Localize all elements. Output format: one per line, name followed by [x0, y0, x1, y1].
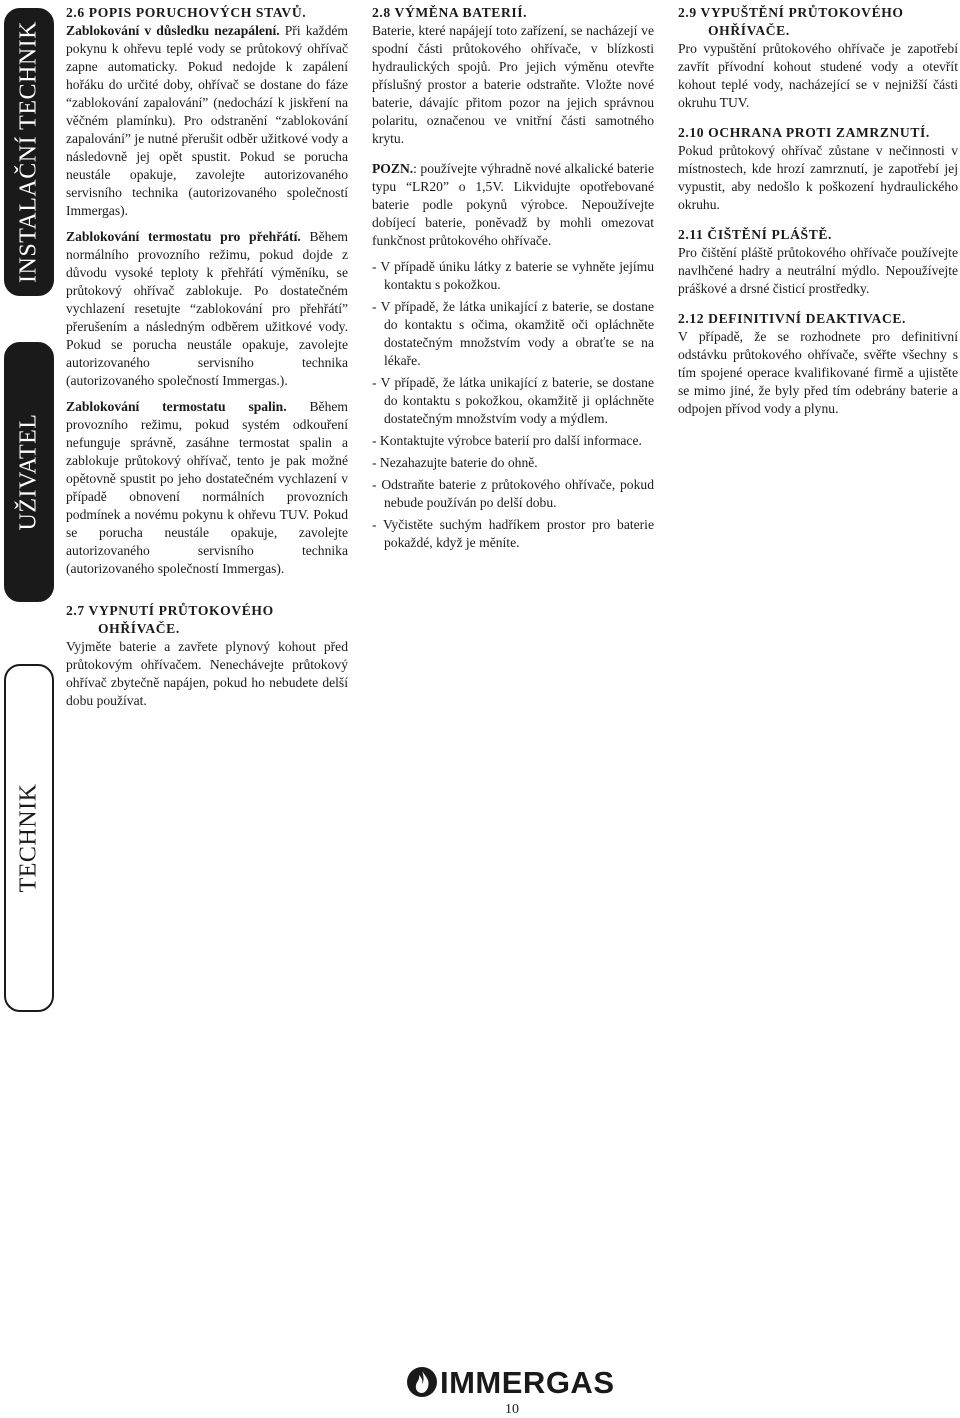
side-tab-installer	[4, 8, 54, 296]
section-2-12-text: V případě, že se rozhodnete pro definitivní odstávku průtokového ohřívače, svěřte všechny s tím spojené operace kvalifikované firmě a ujistěte se mimo jiné, že byly před tím odebrány baterie a odpojen přívod vody a plynu.	[678, 329, 958, 416]
section-2-7-heading-line-1: 2.7 VYPNUTÍ PRŮTOKOVÉHO	[66, 603, 274, 618]
list-item: - V případě, že látka unikající z baterie, se dostane do kontaktu s očima, okamžitě oči opláchněte dostatečným množstvím vody a obraťte se na lékaře.	[372, 299, 654, 368]
side-tab-technician	[4, 664, 54, 1012]
section-2-6-paragraph-1	[66, 22, 348, 220]
flue-block-title: Zablokování termostatu spalin.	[66, 399, 287, 414]
note-text: : používejte výhradně nové alkalické baterie typu “LR20” o 1,5V. Likvidujte opotřebované baterie podle pokynů výrobce. Nepoužívejte dobíjecí baterie, poněvadž by mohli omezovat funkčnost průtokového ohřívače.	[372, 161, 654, 248]
section-2-9-heading-line-2: OHŘÍVAČE.	[708, 23, 790, 38]
section-2-12-heading: 2.12 DEFINITIVNÍ DEAKTIVACE.	[678, 311, 907, 326]
brand-wordmark: IMMERGAS	[440, 1365, 615, 1400]
section-2-6-paragraph-3	[66, 398, 348, 578]
section-2-11-heading: 2.11 ČIŠTĚNÍ PLÁŠTĚ.	[678, 227, 833, 242]
section-2-7-heading	[66, 602, 348, 638]
ignition-block-text: Při každém pokynu k ohřevu teplé vody se průtokový ohřívač zapne automaticky. Pokud nedojde k zapálení hořáku do určité doby, ohřívač se dostane do fáze “zablokování zapalování” (nedochází k jiskření na věčném plamínku). Pro odstranění “zablokování zapalování” je nutné přerušit odběr užitkové vody a následovně jej opět spustit. Pokud se porucha neustále opakuje, zavolejte autorizovaného servisního technika (autorizovaného společností Immergas).	[66, 23, 348, 218]
overheat-block-text: Během normálního provozního režimu, pokud dojde z důvodu vysoké teploty k přehřátí výměníku, se průtokový ohřívač zablokuje. Po dostatečném vychlazení resetujte “zablokování pro přehřátí” přerušením a následným odběrem užitkové vody. Pokud se porucha neustále opakuje, zavolejte autorizovaného servisního technika (autorizovaného společností Immergas.).	[66, 229, 349, 388]
list-item: - Odstraňte baterie z průtokového ohřívače, pokud nebude používán po delší dobu.	[372, 477, 654, 510]
section-2-9-heading	[678, 4, 958, 40]
page-number: 10	[505, 1402, 519, 1417]
ignition-block-title: Zablokování v důsledku nezapálení.	[66, 23, 280, 38]
section-2-8-heading: 2.8 VÝMĚNA BATERIÍ.	[372, 5, 528, 20]
side-tab-installer-label: INSTALAČNÍ TECHNIK	[15, 21, 42, 283]
section-2-6-heading: 2.6 POPIS PORUCHOVÝCH STAVŮ.	[66, 5, 307, 20]
battery-warnings-list	[372, 258, 654, 552]
section-2-9-text: Pro vypuštění průtokového ohřívače je zapotřebí zavřít přívodní kohout studené vody a otevřít kohout teplé vody, nacházející se v nejnižší části okruhu TUV.	[678, 41, 958, 110]
section-2-8-paragraph: Baterie, které napájejí toto zařízení, se nacházejí ve spodní části průtokového ohřívače, v blízkosti hydraulických spojů. Pro jejich výměnu otevřte příslušný prostor a baterie odstraňte. Vložte nové baterie, dávajíc přitom pozor na jejich správnou polaritu, označenou ve vnitřní části samotného krytu.	[372, 23, 654, 146]
flame-logo-icon	[406, 1366, 438, 1398]
note-label: POZN.	[372, 161, 414, 176]
list-item: - Kontaktujte výrobce baterií pro další informace.	[372, 433, 642, 448]
column-2	[372, 4, 654, 556]
section-2-6-paragraph-2	[66, 228, 348, 390]
section-2-7-heading-line-2: OHŘÍVAČE.	[98, 621, 180, 636]
section-2-9-heading-line-1: 2.9 VYPUŠTĚNÍ PRŮTOKOVÉHO	[678, 5, 904, 20]
section-2-10-heading: 2.10 OCHRANA PROTI ZAMRZNUTÍ.	[678, 125, 930, 140]
column-3	[678, 4, 958, 418]
column-1	[66, 4, 348, 578]
overheat-block-title: Zablokování termostatu pro přehřátí.	[66, 229, 301, 244]
side-tab-technician-label: TECHNIK	[15, 783, 42, 893]
list-item: - Vyčistěte suchým hadříkem prostor pro baterie pokaždé, když je měníte.	[372, 517, 654, 550]
side-tab-user-label: UŽIVATEL	[15, 413, 42, 531]
section-2-7-text: Vyjměte baterie a zavřete plynový kohout před průtokovým ohřívačem. Nenechávejte průtokový ohřívač zbytečně napájen, pokud ho nebudete delší dobu používat.	[66, 639, 348, 708]
section-2-11-text: Pro čištění pláště průtokového ohřívače používejte navlhčené hadry a neutrální mýdlo. Nepoužívejte práškové a drsné čisticí prostředky.	[678, 245, 958, 296]
flue-block-text: Během provozního režimu, pokud systém odkouření nefunguje správně, zasáhne termostat spalin a zablokuje průtokový ohřívač, tento je pak možné opětovně spustit po jeho dostatečném vychlazení v případě obnovení normálních provozních podmínek a novému pokynu k ohřevu TUV. Pokud se porucha neustále opakuje, zavolejte autorizovaného servisního technika (autorizovaného společností Immergas).	[66, 399, 348, 576]
list-item: - Nezahazujte baterie do ohně.	[372, 455, 538, 470]
list-item: - V případě úniku látky z baterie se vyhněte jejímu kontaktu s pokožkou.	[372, 259, 654, 292]
brand-logo	[406, 1364, 620, 1400]
column-1-lower	[66, 602, 348, 710]
side-tab-user	[4, 342, 54, 602]
section-2-10-text: Pokud průtokový ohřívač zůstane v nečinnosti v místnostech, kde hrozí zamrznutí, je zapotřebí jej vypustit, aby nedošlo k poškození hydraulického okruhu.	[678, 143, 958, 212]
section-2-8-note	[372, 160, 654, 250]
list-item: - V případě, že látka unikající z baterie, se dostane do kontaktu s pokožkou, okamžitě ji opláchněte dostatečným množstvím vody a mýdlem.	[372, 375, 654, 426]
